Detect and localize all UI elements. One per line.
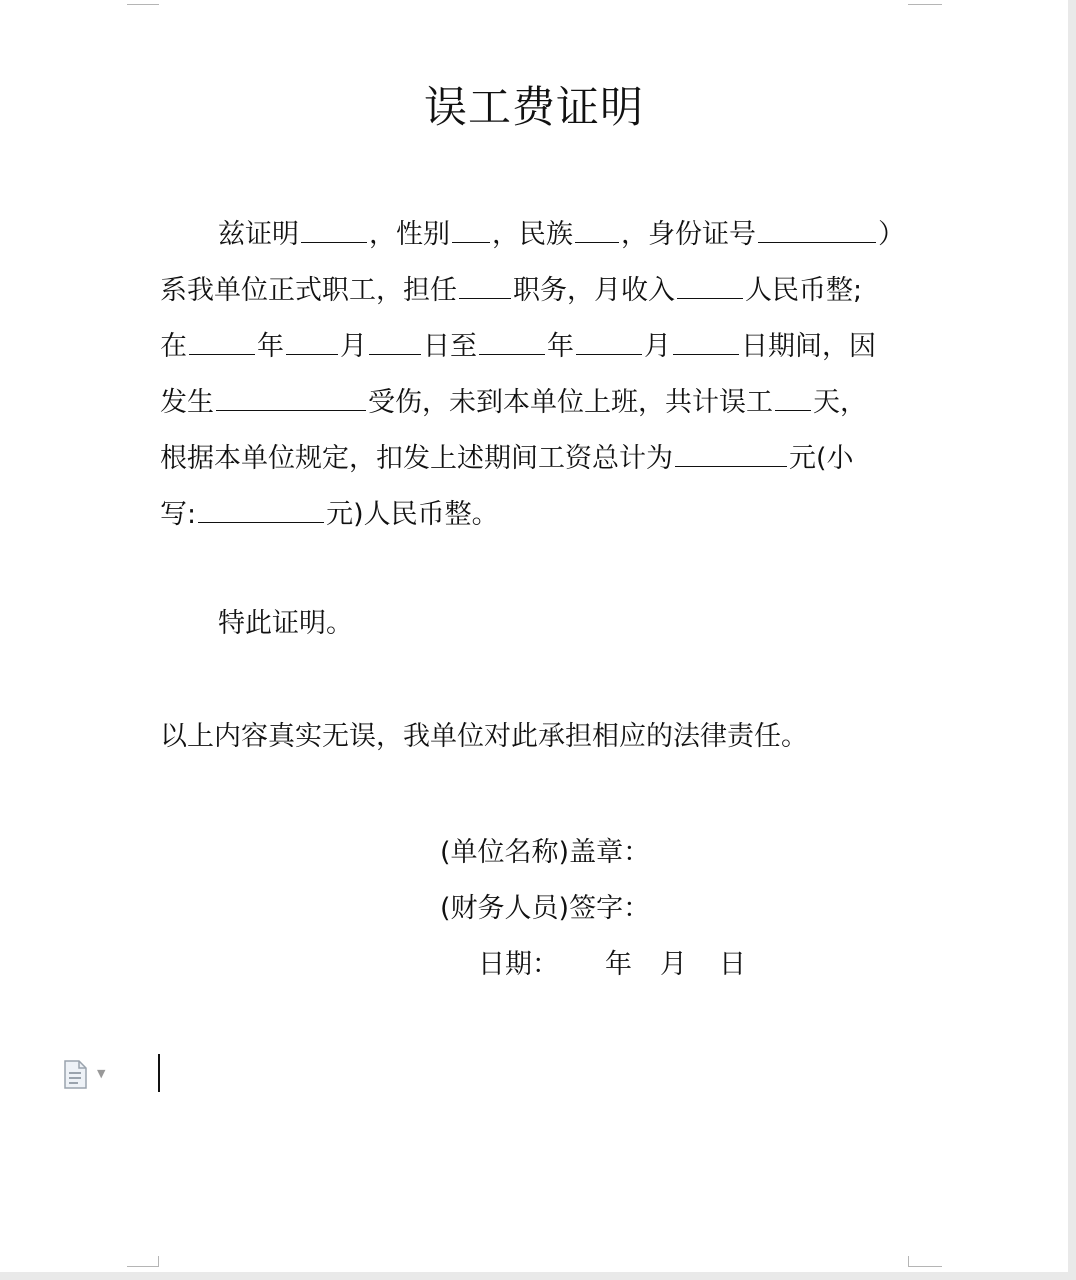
corner-mark-top-left [127, 4, 159, 5]
text: 受伤，未到本单位上班，共计误工 [368, 387, 773, 418]
total-amount-blank[interactable] [675, 436, 787, 467]
text: 日期间，因 [741, 331, 876, 362]
text: 兹证明 [218, 219, 299, 250]
corner-mark-bottom-right [908, 1266, 942, 1267]
text: 元(小 [789, 443, 854, 474]
date-year: 年 [605, 949, 632, 980]
date-day: 日 [719, 949, 746, 980]
text: 系我单位正式职工，担任 [160, 275, 457, 306]
body-line-2 [160, 268, 862, 308]
incident-blank[interactable] [216, 380, 366, 411]
body-line-5 [160, 436, 854, 476]
end-year-blank[interactable] [479, 324, 545, 355]
corner-mark-bottom-left [127, 1266, 159, 1267]
ethnicity-blank[interactable] [575, 212, 619, 243]
date-line [478, 942, 746, 981]
text: 职务，月收入 [513, 275, 675, 306]
start-month-blank[interactable] [286, 324, 338, 355]
text: ，民族 [492, 219, 573, 250]
body-line-4 [160, 380, 867, 420]
monthly-income-blank[interactable] [677, 268, 743, 299]
text: 元)人民币整。 [326, 499, 499, 530]
text-cursor [158, 1054, 160, 1092]
amount-numeric-blank[interactable] [198, 492, 324, 523]
text: 年 [547, 331, 574, 362]
gender-blank[interactable] [452, 212, 490, 243]
name-blank[interactable] [301, 212, 367, 243]
text: 在 [160, 331, 187, 362]
text: 人民币整; [745, 275, 863, 306]
corner-mark-bottom-left-v [158, 1256, 159, 1267]
text: ，性别 [369, 219, 450, 250]
corner-mark-bottom-right-v [908, 1256, 909, 1267]
end-month-blank[interactable] [576, 324, 642, 355]
stamp-line: (单位名称)盖章： [440, 837, 651, 868]
text: 天， [813, 387, 867, 418]
page-title: 误工费证明 [424, 83, 644, 133]
text: 月 [644, 331, 671, 362]
body-line-3 [160, 324, 876, 364]
id-number-blank[interactable] [758, 212, 876, 243]
text: 月 [340, 331, 367, 362]
chevron-down-icon[interactable]: ▼ [97, 1067, 106, 1080]
end-day-blank[interactable] [673, 324, 739, 355]
position-blank[interactable] [459, 268, 511, 299]
start-day-blank[interactable] [369, 324, 421, 355]
days-absent-blank[interactable] [775, 380, 811, 411]
truth-statement: 以上内容真实无误，我单位对此承担相应的法律责任。 [160, 721, 808, 752]
text: ，身份证号 [621, 219, 756, 250]
signature-line: (财务人员)签字： [440, 893, 651, 924]
text: 日至 [423, 331, 477, 362]
text: 根据本单位规定，扣发上述期间工资总计为 [160, 443, 673, 474]
date-month: 月 [660, 949, 687, 980]
date-label: 日期： [478, 949, 559, 980]
special-statement: 特此证明。 [218, 608, 353, 639]
text: 年 [257, 331, 284, 362]
corner-mark-top-right [908, 4, 942, 5]
text: 发生 [160, 387, 214, 418]
body-line-1 [218, 212, 905, 252]
document-icon[interactable] [62, 1060, 90, 1090]
start-year-blank[interactable] [189, 324, 255, 355]
text: ） [878, 219, 905, 250]
body-line-6 [160, 492, 499, 532]
text: 写: [160, 499, 197, 530]
